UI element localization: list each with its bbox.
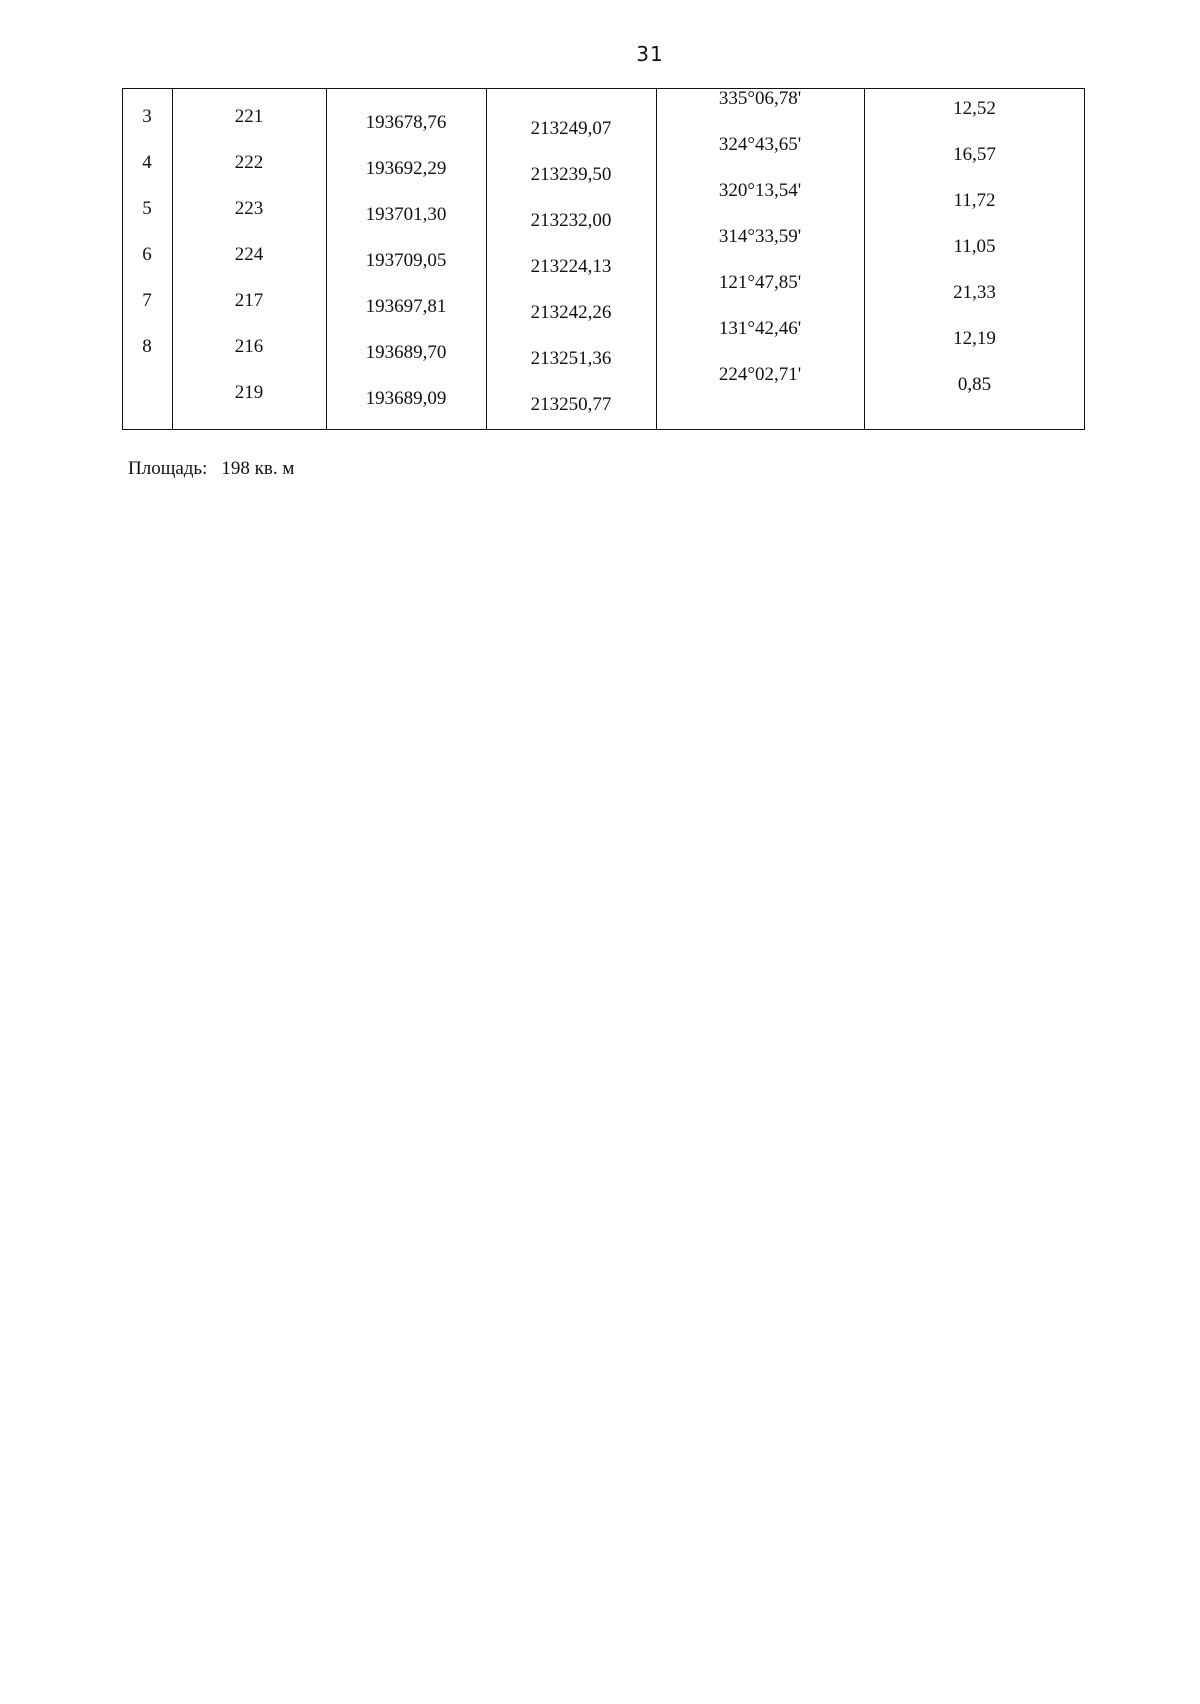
distance-cell: 21,33 <box>953 282 996 303</box>
point-number-cell: 216 <box>234 336 264 357</box>
y-coordinate-cell: 213232,00 <box>530 210 612 231</box>
point-number-cell: 219 <box>234 382 264 403</box>
x-coordinate-cell: 193692,29 <box>365 158 447 179</box>
y-coordinate-cell: 213242,26 <box>530 302 612 323</box>
direction-angle-cell: 131°42,46' <box>718 318 802 339</box>
distance-cell: 12,52 <box>953 98 996 119</box>
page-number: 31 <box>636 42 664 66</box>
point-number-cell: 224 <box>234 244 264 265</box>
row-number-cell: 4 <box>142 152 152 173</box>
y-coordinate-cell: 213239,50 <box>530 164 612 185</box>
distance-cell: 12,19 <box>953 328 996 349</box>
y-coordinate-cell: 213250,77 <box>530 394 612 415</box>
point-number-cell: 221 <box>234 106 264 127</box>
distance-cell: 16,57 <box>953 144 996 165</box>
row-number-cell: 3 <box>142 106 152 127</box>
row-number-cell: 7 <box>142 290 152 311</box>
x-coordinate-cell: 193701,30 <box>365 204 447 225</box>
direction-angle-cell: 335°06,78' <box>718 88 802 109</box>
direction-angle-cell: 320°13,54' <box>718 180 802 201</box>
row-number-cell: 8 <box>142 336 152 357</box>
direction-angle-cell: 314°33,59' <box>718 226 802 247</box>
x-coordinate-cell: 193678,76 <box>365 112 447 133</box>
point-number-cell: 217 <box>234 290 264 311</box>
point-number-cell: 222 <box>234 152 264 173</box>
direction-angle-cell: 324°43,65' <box>718 134 802 155</box>
y-coordinate-cell: 213251,36 <box>530 348 612 369</box>
distance-cell: 11,05 <box>953 236 996 257</box>
coordinates-table <box>122 88 1085 430</box>
direction-angle-cell: 224°02,71' <box>718 364 802 385</box>
row-number-cell: 6 <box>142 244 152 265</box>
point-number-cell: 223 <box>234 198 264 219</box>
row-number-cell: 5 <box>142 198 152 219</box>
y-coordinate-cell: 213224,13 <box>530 256 612 277</box>
x-coordinate-cell: 193689,09 <box>365 388 447 409</box>
y-coordinate-cell: 213249,07 <box>530 118 612 139</box>
x-coordinate-cell: 193689,70 <box>365 342 447 363</box>
x-coordinate-cell: 193697,81 <box>365 296 447 317</box>
area-line <box>128 458 308 480</box>
area-label: Площадь: <box>128 458 208 479</box>
x-coordinate-cell: 193709,05 <box>365 250 447 271</box>
distance-cell: 11,72 <box>953 190 996 211</box>
direction-angle-cell: 121°47,85' <box>718 272 802 293</box>
area-value: 198 кв. м <box>221 458 295 479</box>
distance-cell: 0,85 <box>957 374 992 395</box>
